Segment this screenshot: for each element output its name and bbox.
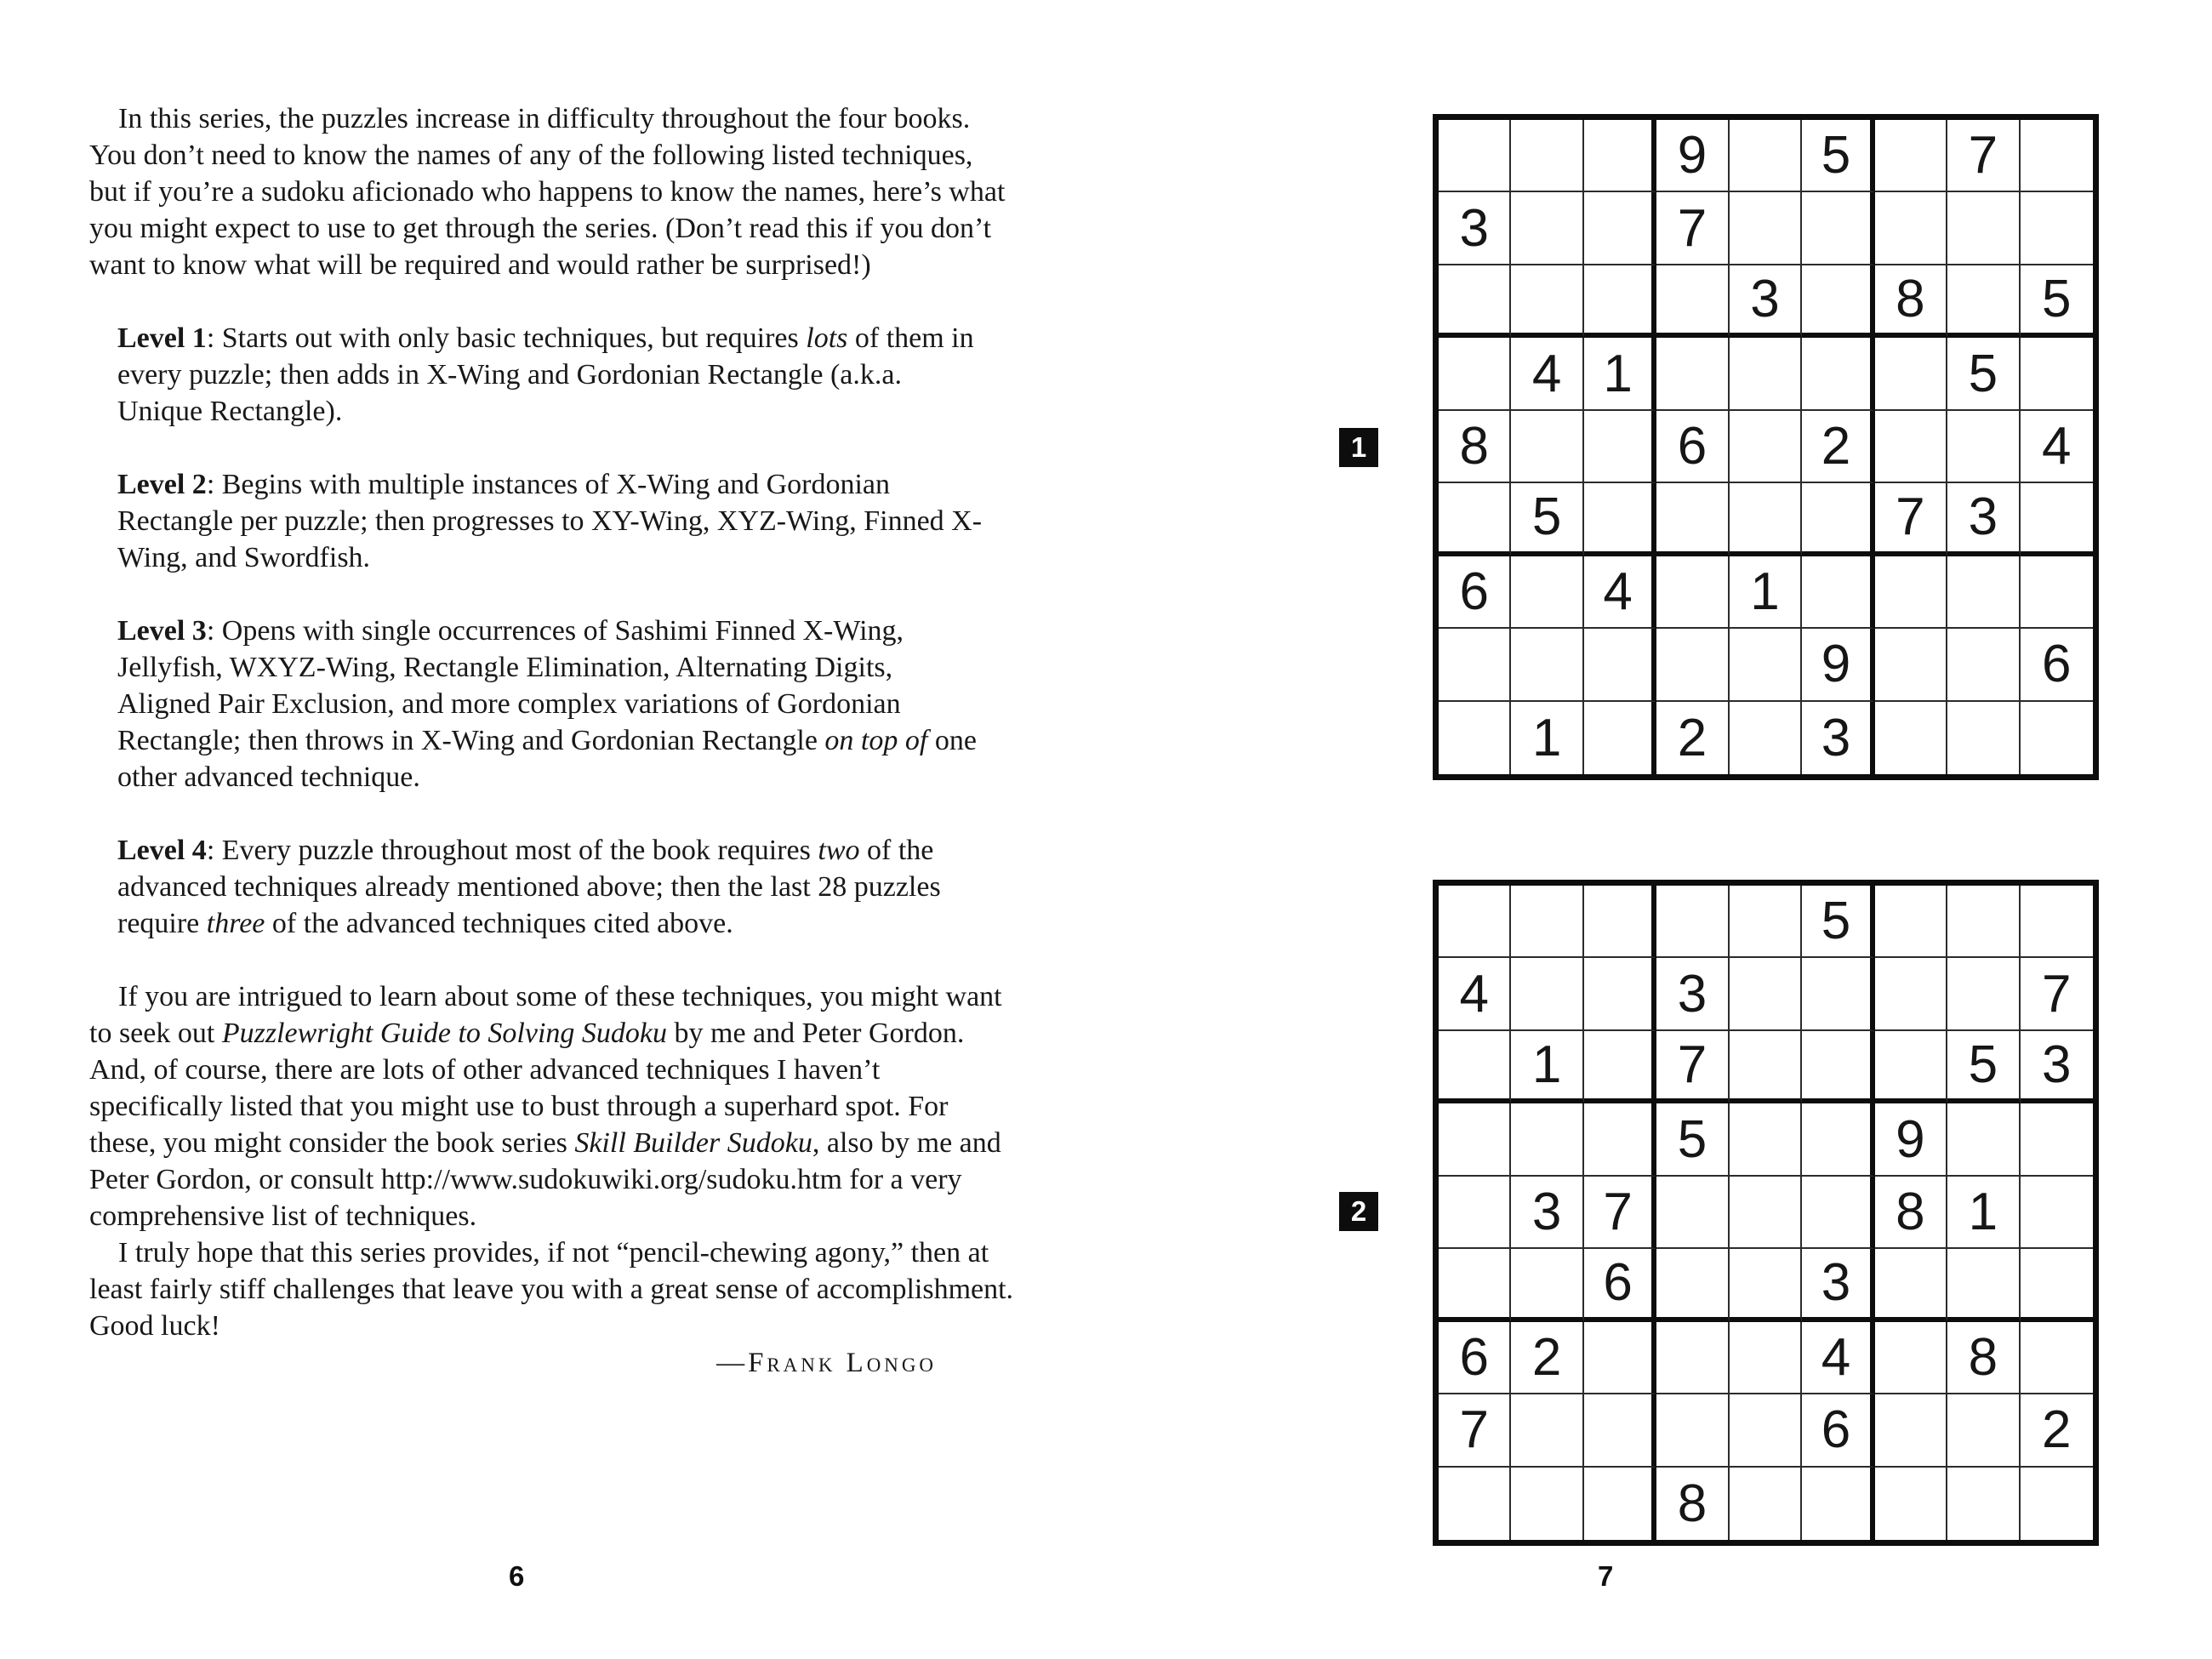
sudoku-2-cell-r5c4 (1656, 1177, 1729, 1249)
sudoku-2-cell-r7c1: 6 (1439, 1322, 1511, 1394)
sudoku-1-cell-r8c2 (1511, 629, 1583, 701)
sudoku-1-cell-r4c4 (1656, 338, 1729, 410)
sudoku-2-cell-r6c4 (1656, 1249, 1729, 1321)
sudoku-2-cell-r6c3: 6 (1584, 1249, 1656, 1321)
sudoku-2-cell-r3c3 (1584, 1031, 1656, 1103)
sudoku-2-cell-r3c8: 5 (1947, 1031, 2020, 1103)
sudoku-grid-1 (1433, 114, 2099, 780)
sudoku-1-cell-r4c2: 4 (1511, 338, 1583, 410)
sudoku-2-cell-r3c6 (1802, 1031, 1874, 1103)
sudoku-2-cell-r9c8 (1947, 1468, 2020, 1540)
sudoku-1-cell-r8c1 (1439, 629, 1511, 701)
sudoku-1-cell-r9c9 (2021, 702, 2093, 774)
sudoku-2-cell-r9c3 (1584, 1468, 1656, 1540)
sudoku-1-cell-r9c6: 3 (1802, 702, 1874, 774)
sudoku-grid-2 (1433, 880, 2099, 1546)
sudoku-2-cell-r6c2 (1511, 1249, 1583, 1321)
outro-paragraph-2: I truly hope that this series provides, if not “pencil-chewing agony,” then at least fairly stiff challenges that leave you with a great sense of accomplishment. Good luck! (89, 1237, 1014, 1342)
sudoku-2-cell-r2c5 (1730, 958, 1802, 1030)
level-4-label: Level 4 (117, 835, 207, 866)
sudoku-2-cell-r8c7 (1875, 1394, 1947, 1467)
sudoku-1-cell-r2c4: 7 (1656, 192, 1729, 265)
sudoku-2-cell-r4c6 (1802, 1103, 1874, 1176)
intro-paragraph: In this series, the puzzles increase in difficulty throughout the four books. You don’t need to know the names of any of the following listed techniques, but if you’re a sudoku aficionado who happens to know the names, here’s what you might expect to use to get through the series. (Don’t read this if you don’t want to know what will be required and would rather be surprised!) (89, 103, 1006, 281)
sudoku-1-cell-r6c3 (1584, 483, 1656, 556)
level-1-label: Level 1 (117, 322, 207, 354)
sudoku-2-cell-r6c1 (1439, 1249, 1511, 1321)
sudoku-2-cell-r3c7 (1875, 1031, 1947, 1103)
sudoku-2-cell-r1c2 (1511, 886, 1583, 958)
outro-1-text-2: by me and Peter Gordon. And, of course, there are lots of other advanced techniques I haven’t specifically listed that you might use to bust through a superhard spot. For these, you might consider the book series (89, 1018, 965, 1159)
sudoku-1-cell-r7c7 (1875, 556, 1947, 629)
sudoku-1-cell-r4c1 (1439, 338, 1511, 410)
author-signature: —Frank Longo (716, 1348, 937, 1378)
sudoku-2-cell-r3c2: 1 (1511, 1031, 1583, 1103)
sudoku-1-cell-r6c5 (1730, 483, 1802, 556)
sudoku-1-cell-r8c6: 9 (1802, 629, 1874, 701)
level-3-text: : Opens with single occurrences of Sashimi Finned X-Wing, Jellyfish, WXYZ-Wing, Rectangle Elimination, Alternating Digits, Aligned Pair Exclusion, and more complex variations of Gordonian Rectangle; then throws in X-Wing and Gordonian Rectangle (117, 615, 904, 756)
sudoku-2-cell-r9c5 (1730, 1468, 1802, 1540)
sudoku-2-cell-r3c9: 3 (2021, 1031, 2093, 1103)
outro-1-book-title-2: Skill Builder Sudoku (574, 1127, 812, 1159)
sudoku-1-cell-r3c6 (1802, 265, 1874, 338)
level-1-text-2: of them in every puzzle; then adds in X-Wing and Gordonian Rectangle (a.k.a. Unique Rectangle). (117, 322, 974, 427)
sudoku-1-cell-r6c1 (1439, 483, 1511, 556)
sudoku-1-cell-r7c9 (2021, 556, 2093, 629)
sudoku-1-cell-r3c5: 3 (1730, 265, 1802, 338)
sudoku-1-cell-r8c5 (1730, 629, 1802, 701)
sudoku-2-cell-r8c1: 7 (1439, 1394, 1511, 1467)
sudoku-1-cell-r6c8: 3 (1947, 483, 2020, 556)
sudoku-2-cell-r1c9 (2021, 886, 2093, 958)
sudoku-2-cell-r2c2 (1511, 958, 1583, 1030)
sudoku-2-cell-r5c9 (2021, 1177, 2093, 1249)
sudoku-1-cell-r2c2 (1511, 192, 1583, 265)
outro-1-text-3: , also by me and Peter Gordon, or consult http://www.sudokuwiki.org/sudoku.htm for a very comprehensive list of techniques. (89, 1127, 1001, 1232)
sudoku-2-cell-r5c8: 1 (1947, 1177, 2020, 1249)
sudoku-2-cell-r6c8 (1947, 1249, 2020, 1321)
sudoku-1-cell-r8c7 (1875, 629, 1947, 701)
sudoku-2-cell-r3c1 (1439, 1031, 1511, 1103)
puzzle-1-number-badge: 1 (1339, 428, 1378, 467)
sudoku-1-cell-r3c8 (1947, 265, 2020, 338)
level-2-text: : Begins with multiple instances of X-Wing and Gordonian Rectangle per puzzle; then progresses to XY-Wing, XYZ-Wing, Finned X-Wing, and Swordfish. (117, 469, 983, 573)
sudoku-2-cell-r4c2 (1511, 1103, 1583, 1176)
sudoku-2-cell-r6c7 (1875, 1249, 1947, 1321)
sudoku-2-cell-r5c5 (1730, 1177, 1802, 1249)
sudoku-1-cell-r1c4: 9 (1656, 120, 1729, 192)
level-4-text: : Every puzzle throughout most of the book requires (206, 835, 818, 866)
sudoku-2-cell-r7c7 (1875, 1322, 1947, 1394)
sudoku-2-cell-r4c5 (1730, 1103, 1802, 1176)
sudoku-1-cell-r7c5: 1 (1730, 556, 1802, 629)
sudoku-1-cell-r7c1: 6 (1439, 556, 1511, 629)
sudoku-1-cell-r1c8: 7 (1947, 120, 2020, 192)
level-2-paragraph (117, 466, 983, 576)
sudoku-1-cell-r8c8 (1947, 629, 2020, 701)
sudoku-2-cell-r8c6: 6 (1802, 1394, 1874, 1467)
sudoku-1-cell-r5c5 (1730, 411, 1802, 483)
sudoku-1-cell-r7c6 (1802, 556, 1874, 629)
sudoku-2-cell-r1c7 (1875, 886, 1947, 958)
page-number-left: 6 (509, 1560, 525, 1592)
level-3-text-2: one other advanced technique. (117, 725, 977, 793)
sudoku-1-cell-r3c7: 8 (1875, 265, 1947, 338)
sudoku-2-cell-r5c7: 8 (1875, 1177, 1947, 1249)
sudoku-2-cell-r7c3 (1584, 1322, 1656, 1394)
sudoku-1-cell-r5c8 (1947, 411, 2020, 483)
sudoku-1-cell-r1c7 (1875, 120, 1947, 192)
sudoku-1-cell-r4c8: 5 (1947, 338, 2020, 410)
sudoku-2-cell-r6c9 (2021, 1249, 2093, 1321)
sudoku-2-cell-r9c9 (2021, 1468, 2093, 1540)
sudoku-1-cell-r9c3 (1584, 702, 1656, 774)
outro-paragraph-1 (89, 978, 1015, 1234)
sudoku-2-cell-r3c5 (1730, 1031, 1802, 1103)
sudoku-2-cell-r2c1: 4 (1439, 958, 1511, 1030)
sudoku-1-cell-r7c8 (1947, 556, 2020, 629)
sudoku-1-cell-r7c3: 4 (1584, 556, 1656, 629)
sudoku-1-cell-r9c7 (1875, 702, 1947, 774)
sudoku-2-cell-r8c9: 2 (2021, 1394, 2093, 1467)
level-4-text-3: of the advanced techniques cited above. (265, 908, 733, 939)
left-page-text-block (89, 100, 1015, 1382)
level-3-paragraph (117, 613, 983, 795)
sudoku-1-cell-r2c9 (2021, 192, 2093, 265)
sudoku-2-cell-r4c9 (2021, 1103, 2093, 1176)
sudoku-1-cell-r3c3 (1584, 265, 1656, 338)
level-1-text: : Starts out with only basic techniques, but requires (206, 322, 807, 354)
level-3-italic: on top of (824, 725, 928, 756)
puzzle-2-number-badge: 2 (1339, 1192, 1378, 1231)
sudoku-1-cell-r1c5 (1730, 120, 1802, 192)
sudoku-1-cell-r1c2 (1511, 120, 1583, 192)
sudoku-2-cell-r6c5 (1730, 1249, 1802, 1321)
sudoku-2-cell-r9c6 (1802, 1468, 1874, 1540)
sudoku-1-cell-r6c4 (1656, 483, 1729, 556)
sudoku-2-cell-r4c7: 9 (1875, 1103, 1947, 1176)
sudoku-1-cell-r3c2 (1511, 265, 1583, 338)
sudoku-1-cell-r2c3 (1584, 192, 1656, 265)
sudoku-1-cell-r7c4 (1656, 556, 1729, 629)
sudoku-1-cell-r1c1 (1439, 120, 1511, 192)
sudoku-1-cell-r4c3: 1 (1584, 338, 1656, 410)
sudoku-1-cell-r2c6 (1802, 192, 1874, 265)
sudoku-2-cell-r7c4 (1656, 1322, 1729, 1394)
sudoku-2-cell-r9c4: 8 (1656, 1468, 1729, 1540)
sudoku-2-cell-r4c8 (1947, 1103, 2020, 1176)
sudoku-2-cell-r4c4: 5 (1656, 1103, 1729, 1176)
sudoku-1-cell-r4c6 (1802, 338, 1874, 410)
level-4-italic: two (818, 835, 860, 866)
level-4-text-2: of the advanced techniques already mentioned above; then the last 28 puzzles require (117, 835, 941, 939)
level-1-paragraph (117, 320, 983, 430)
sudoku-1-cell-r6c9 (2021, 483, 2093, 556)
sudoku-2-cell-r6c6: 3 (1802, 1249, 1874, 1321)
sudoku-2-cell-r1c4 (1656, 886, 1729, 958)
sudoku-1-cell-r4c5 (1730, 338, 1802, 410)
sudoku-1-cell-r6c2: 5 (1511, 483, 1583, 556)
sudoku-1-cell-r5c3 (1584, 411, 1656, 483)
sudoku-1-cell-r4c9 (2021, 338, 2093, 410)
sudoku-1-cell-r4c7 (1875, 338, 1947, 410)
sudoku-2-cell-r2c3 (1584, 958, 1656, 1030)
sudoku-1-cell-r9c2: 1 (1511, 702, 1583, 774)
sudoku-1-cell-r6c6 (1802, 483, 1874, 556)
sudoku-2-cell-r1c8 (1947, 886, 2020, 958)
sudoku-1-cell-r1c6: 5 (1802, 120, 1874, 192)
sudoku-1-cell-r2c5 (1730, 192, 1802, 265)
sudoku-2-cell-r1c5 (1730, 886, 1802, 958)
sudoku-1-cell-r5c9: 4 (2021, 411, 2093, 483)
sudoku-1-cell-r5c1: 8 (1439, 411, 1511, 483)
level-4-paragraph (117, 832, 983, 942)
sudoku-1-cell-r9c8 (1947, 702, 2020, 774)
sudoku-2-cell-r7c2: 2 (1511, 1322, 1583, 1394)
outro-1-book-title: Puzzlewright Guide to Solving Sudoku (221, 1018, 667, 1049)
sudoku-2-cell-r2c8 (1947, 958, 2020, 1030)
outro-1-text: If you are intrigued to learn about some of these techniques, you might want to seek out (89, 981, 1002, 1049)
sudoku-2-cell-r2c6 (1802, 958, 1874, 1030)
sudoku-2-cell-r8c8 (1947, 1394, 2020, 1467)
sudoku-2-cell-r1c1 (1439, 886, 1511, 958)
sudoku-2-cell-r7c6: 4 (1802, 1322, 1874, 1394)
sudoku-2-cell-r1c6: 5 (1802, 886, 1874, 958)
level-3-label: Level 3 (117, 615, 207, 647)
sudoku-2-cell-r9c7 (1875, 1468, 1947, 1540)
sudoku-1-cell-r8c9: 6 (2021, 629, 2093, 701)
sudoku-1-cell-r3c4 (1656, 265, 1729, 338)
sudoku-2-cell-r8c2 (1511, 1394, 1583, 1467)
sudoku-2-cell-r7c5 (1730, 1322, 1802, 1394)
sudoku-2-cell-r5c3: 7 (1584, 1177, 1656, 1249)
sudoku-1-cell-r3c1 (1439, 265, 1511, 338)
sudoku-1-cell-r1c9 (2021, 120, 2093, 192)
level-1-italic: lots (806, 322, 848, 354)
author-signature-line (89, 1344, 1015, 1382)
level-4-italic-2: three (206, 908, 265, 939)
sudoku-1-cell-r9c5 (1730, 702, 1802, 774)
sudoku-2-cell-r7c8: 8 (1947, 1322, 2020, 1394)
sudoku-1-cell-r6c7: 7 (1875, 483, 1947, 556)
sudoku-2-cell-r4c1 (1439, 1103, 1511, 1176)
sudoku-1-cell-r2c7 (1875, 192, 1947, 265)
sudoku-1-cell-r2c8 (1947, 192, 2020, 265)
sudoku-2-cell-r5c2: 3 (1511, 1177, 1583, 1249)
sudoku-1-cell-r5c6: 2 (1802, 411, 1874, 483)
sudoku-1-cell-r5c2 (1511, 411, 1583, 483)
sudoku-1-cell-r5c7 (1875, 411, 1947, 483)
level-2-label: Level 2 (117, 469, 207, 500)
sudoku-2-cell-r1c3 (1584, 886, 1656, 958)
sudoku-1-cell-r9c1 (1439, 702, 1511, 774)
sudoku-2-cell-r9c1 (1439, 1468, 1511, 1540)
sudoku-2-cell-r5c6 (1802, 1177, 1874, 1249)
sudoku-1-cell-r2c1: 3 (1439, 192, 1511, 265)
sudoku-1-cell-r8c3 (1584, 629, 1656, 701)
sudoku-2-cell-r2c7 (1875, 958, 1947, 1030)
sudoku-2-cell-r9c2 (1511, 1468, 1583, 1540)
sudoku-2-cell-r3c4: 7 (1656, 1031, 1729, 1103)
sudoku-2-cell-r2c9: 7 (2021, 958, 2093, 1030)
sudoku-2-cell-r8c3 (1584, 1394, 1656, 1467)
sudoku-2-cell-r8c4 (1656, 1394, 1729, 1467)
sudoku-1-cell-r1c3 (1584, 120, 1656, 192)
sudoku-1-cell-r8c4 (1656, 629, 1729, 701)
page-number-right: 7 (1598, 1560, 1614, 1592)
sudoku-2-cell-r8c5 (1730, 1394, 1802, 1467)
sudoku-1-cell-r3c9: 5 (2021, 265, 2093, 338)
sudoku-2-cell-r7c9 (2021, 1322, 2093, 1394)
sudoku-2-cell-r5c1 (1439, 1177, 1511, 1249)
sudoku-1-cell-r9c4: 2 (1656, 702, 1729, 774)
sudoku-1-cell-r7c2 (1511, 556, 1583, 629)
sudoku-1-cell-r5c4: 6 (1656, 411, 1729, 483)
sudoku-2-cell-r2c4: 3 (1656, 958, 1729, 1030)
sudoku-2-cell-r4c3 (1584, 1103, 1656, 1176)
